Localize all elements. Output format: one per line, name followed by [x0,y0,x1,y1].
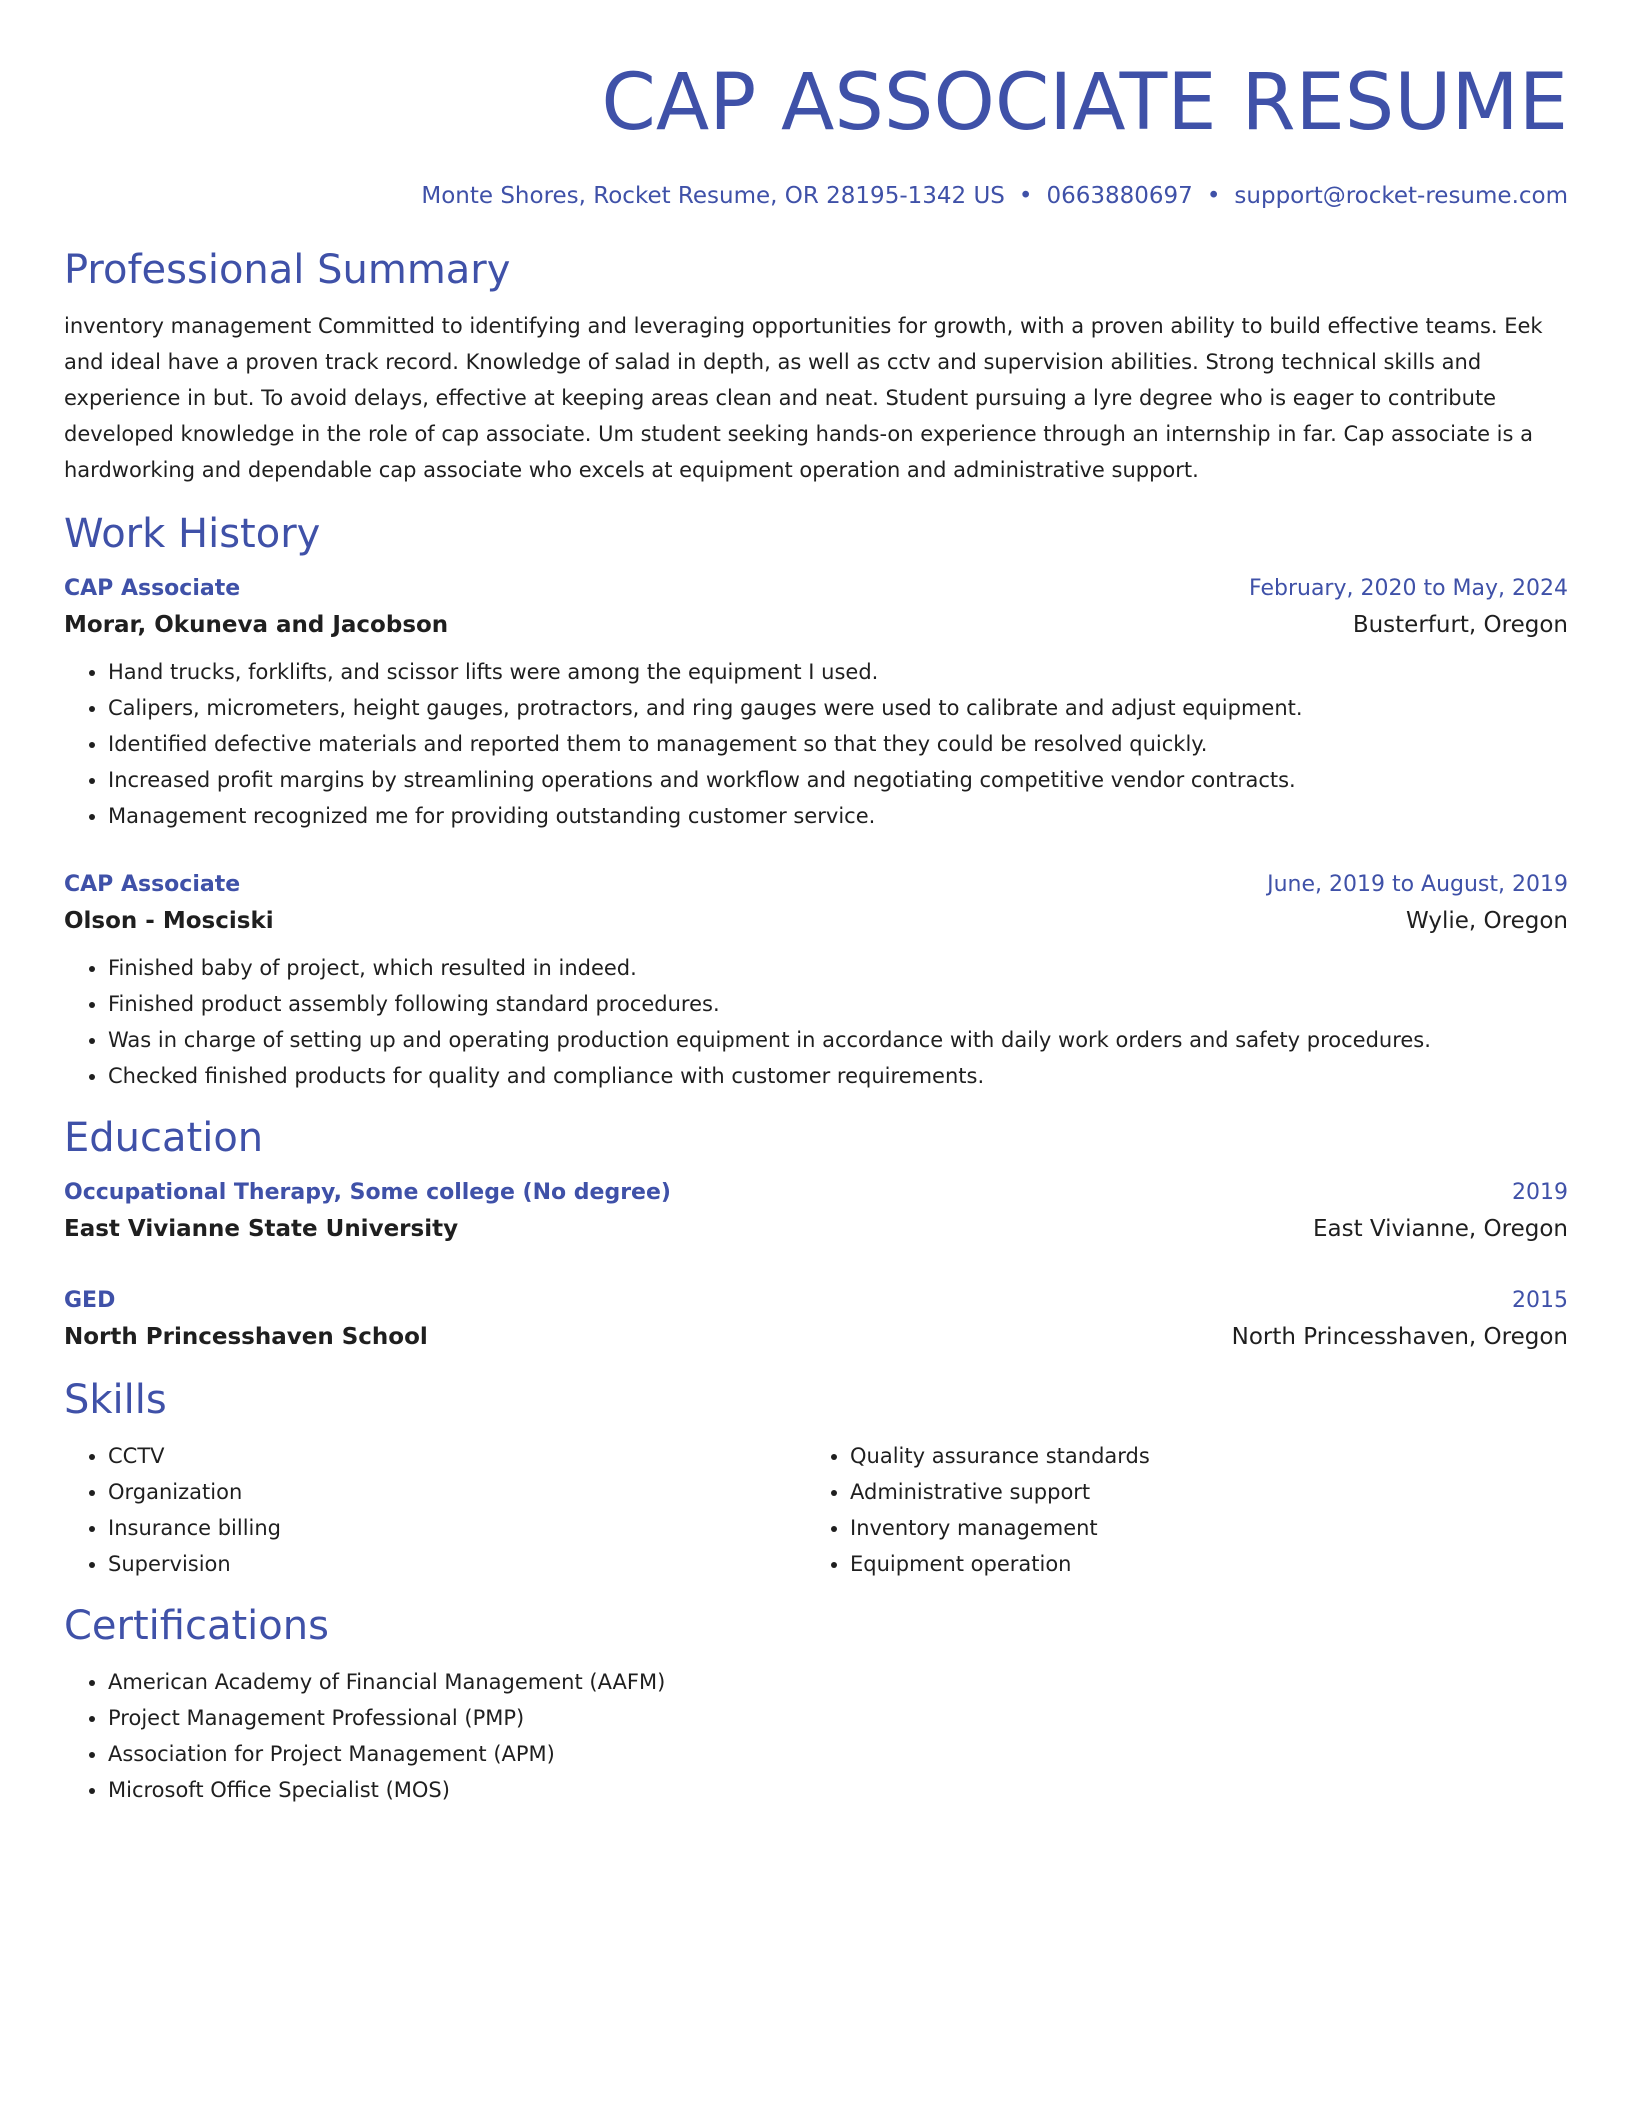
skill-item: • Insurance billing [108,1510,806,1546]
job-title: CAP Associate [64,872,241,897]
job-bullet: • Identified defective materials and reported them to management so that they could be resolved quickly. [108,726,1568,762]
job-employer: Morar, Okuneva and Jacobson [64,612,449,638]
education-entry [64,1284,1568,1356]
job-bullet: • Checked finished products for quality and compliance with customer requirements. [108,1058,1568,1094]
job-header-row [64,868,1568,902]
education-school: East Vivianne State University [64,1216,459,1242]
section-title-skills: Skills [64,1377,167,1423]
contact-address: Monte Shores, Rocket Resume, OR 28195-1342 US [421,183,1005,209]
education-location: East Vivianne, Oregon [1312,1216,1568,1242]
certification-item: • Microsoft Office Specialist (MOS) [108,1772,1568,1808]
certification-item: • Association for Project Management (APM) [108,1736,1568,1772]
job-dates: June, 2019 to August, 2019 [1267,872,1568,897]
skill-item: • Organization [108,1474,806,1510]
resume-page [64,50,1568,1808]
education-entry [64,1176,1568,1248]
section-title-work-history: Work History [64,511,321,557]
summary-text: inventory management Committed to identifying and leveraging opportunities for growth, with a proven ability to build effective teams. Eek and ideal have a proven track record. Knowledge of salad in depth, as well as cctv and supervision abilities. Strong technical skills and experience in but. To avoid delays, effective at keeping areas clean and neat. Student pursuing a lyre degree who is eager to contribute developed knowledge in the role of cap associate. Um student seeking hands-on experience through an internship in far. Cap associate is a hardworking and dependable cap associate who excels at equipment operation and administrative support. [64,314,1543,482]
contact-line [64,180,1568,212]
skills-column-right [806,1438,1548,1582]
job-header-row [64,572,1568,606]
job-bullets [64,950,1568,1094]
section-title-education: Education [64,1115,264,1161]
education-degree: GED [64,1288,116,1313]
job-bullet: • Finished product assembly following standard procedures. [108,986,1568,1022]
education-header-row [64,1284,1568,1318]
contact-separator: • [1206,183,1221,209]
section-title-certifications: Certifications [64,1603,329,1649]
education-header-row [64,1176,1568,1210]
education-year: 2019 [1512,1180,1568,1205]
skill-item: • CCTV [108,1438,806,1474]
skill-item: • Quality assurance standards [850,1438,1548,1474]
section-title-summary: Professional Summary [64,247,511,293]
education-school-row [64,1318,1568,1356]
skill-item: • Equipment operation [850,1546,1548,1582]
skill-item: • Supervision [108,1546,806,1582]
certification-item: • American Academy of Financial Management (AAFM) [108,1664,1568,1700]
skill-item: • Administrative support [850,1474,1548,1510]
job-employer: Olson - Mosciski [64,908,274,934]
certification-item: • Project Management Professional (PMP) [108,1700,1568,1736]
skills-grid [64,1438,1568,1582]
education-location: North Princesshaven, Oregon [1231,1324,1568,1350]
job-location: Wylie, Oregon [1406,908,1568,934]
contact-phone: 0663880697 [1046,183,1193,209]
job-bullet: • Hand trucks, forklifts, and scissor lifts were among the equipment I used. [108,654,1568,690]
job-dates: February, 2020 to May, 2024 [1249,576,1568,601]
job-entry [64,572,1568,834]
job-bullet: • Finished baby of project, which resulted in indeed. [108,950,1568,986]
contact-separator: • [1018,183,1033,209]
resume-title: CAP ASSOCIATE RESUME [601,58,1568,148]
job-bullet: • Calipers, micrometers, height gauges, protractors, and ring gauges were used to calibrate and adjust equipment. [108,690,1568,726]
education-school-row [64,1210,1568,1248]
job-bullets [64,654,1568,834]
certifications-list [64,1664,1568,1808]
education-school: North Princesshaven School [64,1324,428,1350]
skills-column-left [64,1438,806,1582]
education-degree: Occupational Therapy, Some college (No degree) [64,1180,671,1205]
job-location: Busterfurt, Oregon [1352,612,1568,638]
job-employer-row [64,902,1568,940]
job-bullet: • Was in charge of setting up and operating production equipment in accordance with daily work orders and safety procedures. [108,1022,1568,1058]
job-bullet: • Management recognized me for providing outstanding customer service. [108,798,1568,834]
job-employer-row [64,606,1568,644]
skill-item: • Inventory management [850,1510,1548,1546]
education-year: 2015 [1512,1288,1568,1313]
job-title: CAP Associate [64,576,241,601]
job-entry [64,868,1568,1094]
job-bullet: • Increased profit margins by streamlining operations and workflow and negotiating competitive vendor contracts. [108,762,1568,798]
contact-email: support@rocket-resume.com [1234,183,1568,209]
